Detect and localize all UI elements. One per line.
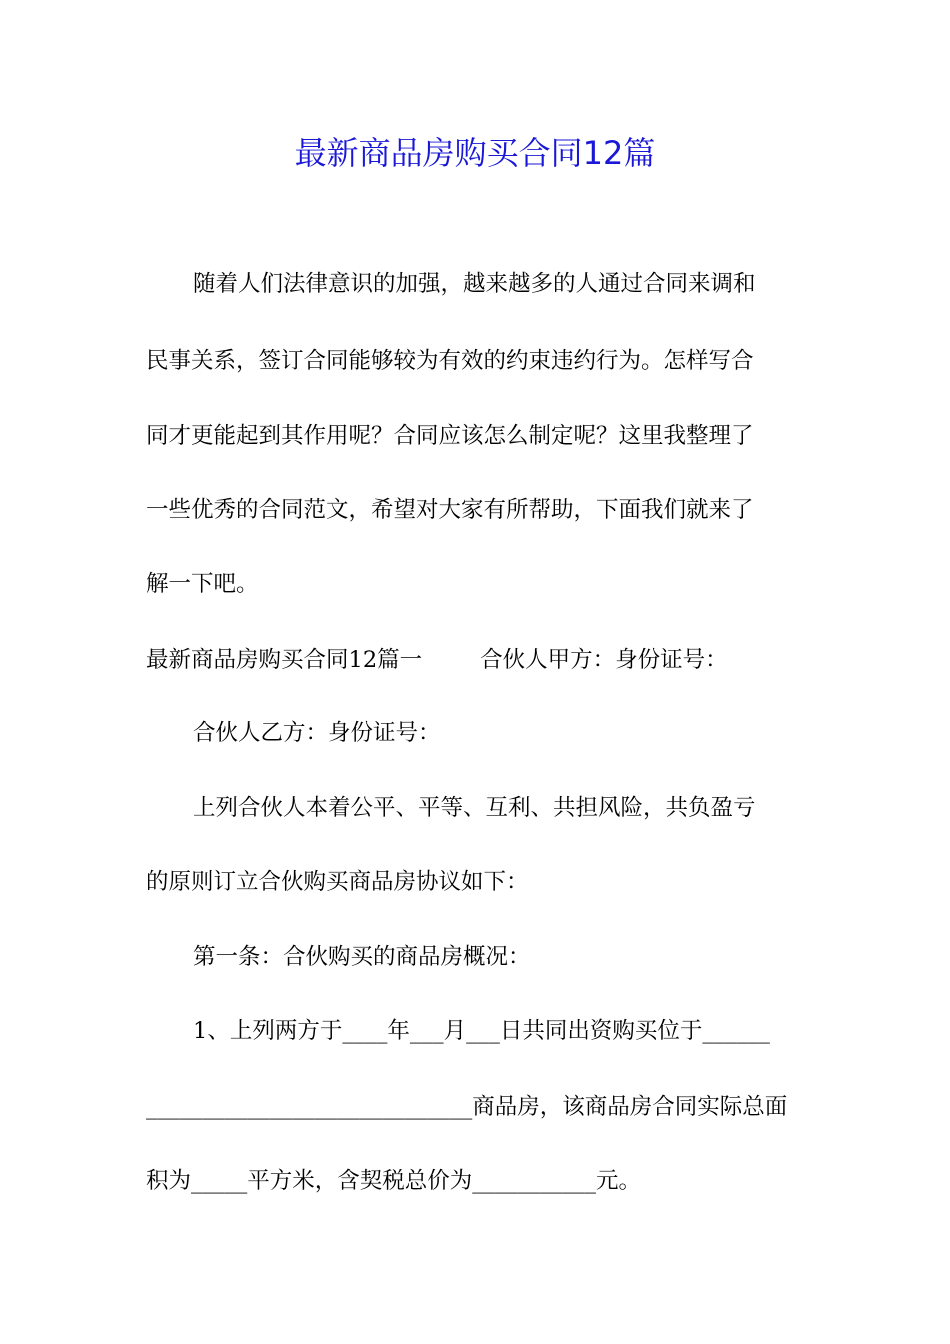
clause-one-line-1: 1、上列两方于____年___月___日共同出资购买位于______ [193,1018,770,1044]
article-one-heading: 第一条：合伙购买的商品房概况： [193,944,531,970]
section-heading: 最新商品房购买合同12篇一 [146,647,423,673]
party-b-line: 合伙人乙方：身份证号： [193,720,441,746]
principle-line-2: 的原则订立合伙购买商品房协议如下： [146,869,529,895]
clause-one-line-3: 积为_____平方米，含契税总价为___________元。 [146,1168,642,1194]
intro-line-4: 一些优秀的合同范文，希望对大家有所帮助，下面我们就来了 [146,497,754,523]
party-a-line: 合伙人甲方：身份证号： [480,647,728,673]
intro-line-2: 民事关系，签订合同能够较为有效的约束违约行为。怎样写合 [146,348,754,374]
principle-line-1: 上列合伙人本着公平、平等、互利、共担风险，共负盈亏 [193,795,756,821]
section-heading-row [146,640,826,680]
clause-one-line-2: _____________________________商品房，该商品房合同实际总面 [146,1094,788,1120]
intro-line-5: 解一下吧。 [146,571,259,597]
document-title: 最新商品房购买合同12篇 [294,134,656,172]
intro-line-3: 同才更能起到其作用呢？合同应该怎么制定呢？这里我整理了 [146,423,754,449]
intro-line-1: 随着人们法律意识的加强，越来越多的人通过合同来调和 [193,271,756,297]
